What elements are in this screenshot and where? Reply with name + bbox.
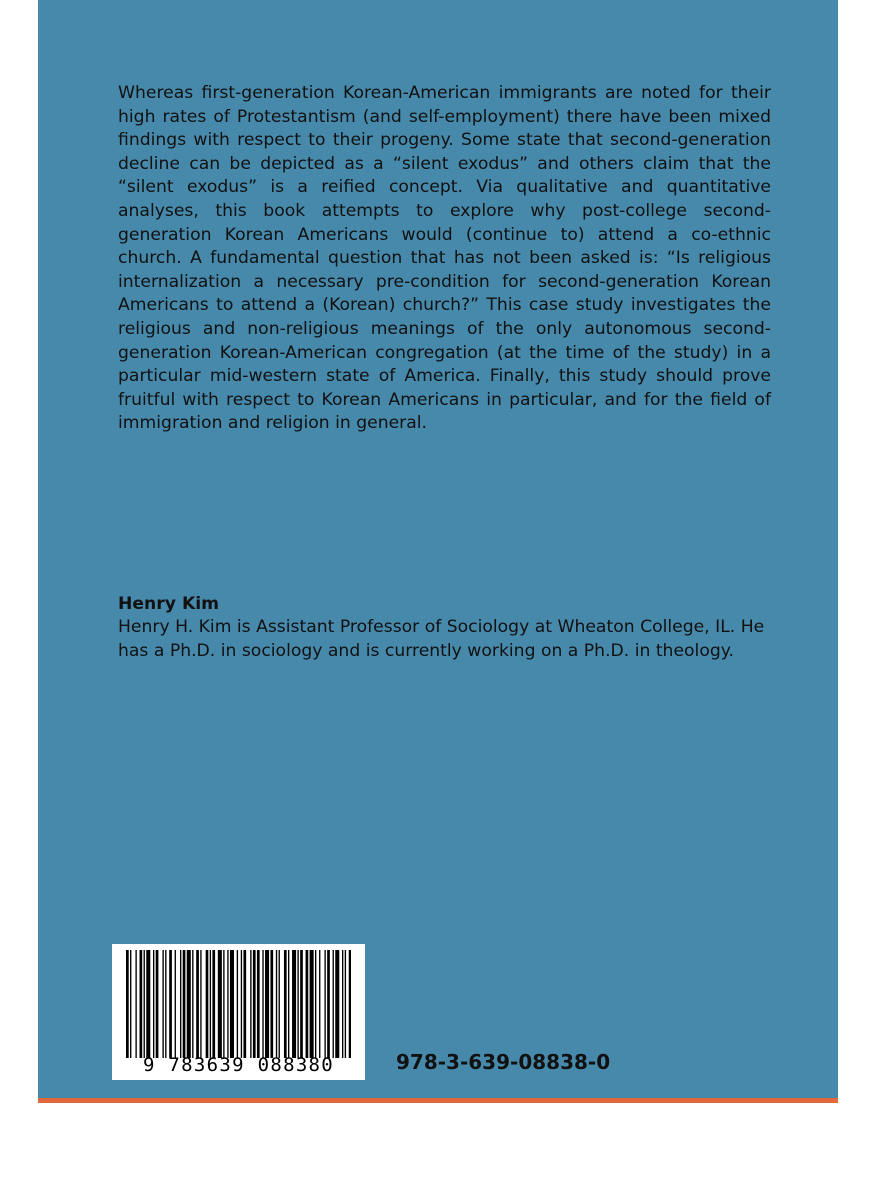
barcode-bar: [300, 950, 303, 1058]
barcode-bar: [200, 950, 201, 1058]
barcode-bar: [315, 950, 316, 1058]
isbn-number: 978-3-639-08838-0: [396, 1050, 611, 1074]
barcode-bar: [297, 950, 298, 1058]
barcode-bar: [212, 950, 215, 1058]
barcode-bar: [250, 950, 251, 1058]
barcode-bar: [253, 950, 256, 1058]
barcode-bar: [227, 950, 228, 1058]
barcode-bar: [276, 950, 277, 1058]
barcode-bar: [140, 950, 143, 1058]
barcode-bar: [237, 950, 238, 1058]
barcode-bar: [319, 950, 320, 1058]
barcode-bar: [335, 950, 339, 1058]
barcode-bar: [241, 950, 242, 1058]
barcode-bar: [262, 950, 263, 1058]
barcode-bar: [306, 950, 309, 1058]
barcode-bar: [175, 950, 176, 1058]
barcode-bar: [243, 950, 246, 1058]
barcode-bar: [270, 950, 273, 1058]
barcode-bars-icon: [126, 950, 351, 1058]
barcode-bar: [210, 950, 211, 1058]
barcode-bar: [192, 950, 193, 1058]
barcode-bar: [183, 950, 186, 1058]
bottom-accent-stripe: [38, 1098, 838, 1103]
barcode-bar: [196, 950, 199, 1058]
barcode-bar: [310, 950, 314, 1058]
barcode-bar: [327, 950, 330, 1058]
author-name: Henry Kim: [118, 594, 220, 614]
barcode-bar: [218, 950, 222, 1058]
barcode-bar: [206, 950, 209, 1058]
barcode-bar: [156, 950, 159, 1058]
barcode-bar: [146, 950, 150, 1058]
barcode-bar: [342, 950, 343, 1058]
barcode-bar: [265, 950, 269, 1058]
barcode-bar: [284, 950, 287, 1058]
barcode-bar: [279, 950, 280, 1058]
barcode-bar: [180, 950, 181, 1058]
barcode-bar: [135, 950, 136, 1058]
book-description: Whereas first-generation Korean-American immigrants are noted for their high rates of Protestantism (and self-employment) there have been mixed findings with respect to their progeny. Some state that second-generation decline can be depicted as a “silent exodus” and others claim that the “silent exodus” is a reified concept. Via qualitative and quantitative analyses, this book attempts to explore why post-college second-generation Korean Americans would (continue to) attend a co-ethnic church. A fundamental question that has not been asked is: “Is religious internalization a necessary pre-condition for second-generation Korean Americans to attend a (Korean) church?” This case study investigates the religious and non-religious meanings of the only autonomous second-generation Korean-American congregation (at the time of the study) in a particular mid-western state of America. Finally, this study should prove fruitful with respect to Korean Americans in particular, and for the field of immigration and religion in general.: [118, 83, 771, 434]
barcode-bar: [345, 950, 346, 1058]
barcode-bar: [126, 950, 129, 1058]
barcode-bar: [333, 950, 334, 1058]
barcode-bar: [230, 950, 234, 1058]
barcode-bar: [144, 950, 145, 1058]
barcode-bar: [162, 950, 163, 1058]
barcode-bar: [288, 950, 289, 1058]
barcode-bar: [169, 950, 172, 1058]
barcode-bar: [223, 950, 224, 1058]
barcode-bar: [153, 950, 154, 1058]
barcode-bar: [349, 950, 351, 1058]
barcode-digits: 9 783639 088380: [142, 1054, 335, 1076]
barcode-bar: [324, 950, 325, 1058]
isbn-barcode: [112, 944, 365, 1080]
barcode-bar: [292, 950, 296, 1058]
barcode-bar: [257, 950, 260, 1058]
barcode-bar: [165, 950, 166, 1058]
barcode-bar: [130, 950, 131, 1058]
author-bio: Henry H. Kim is Assistant Professor of Sociology at Wheaton College, IL. He has a Ph.D. in sociology and is currently working on a Ph.D. in theology.: [118, 617, 765, 661]
barcode-bar: [187, 950, 191, 1058]
